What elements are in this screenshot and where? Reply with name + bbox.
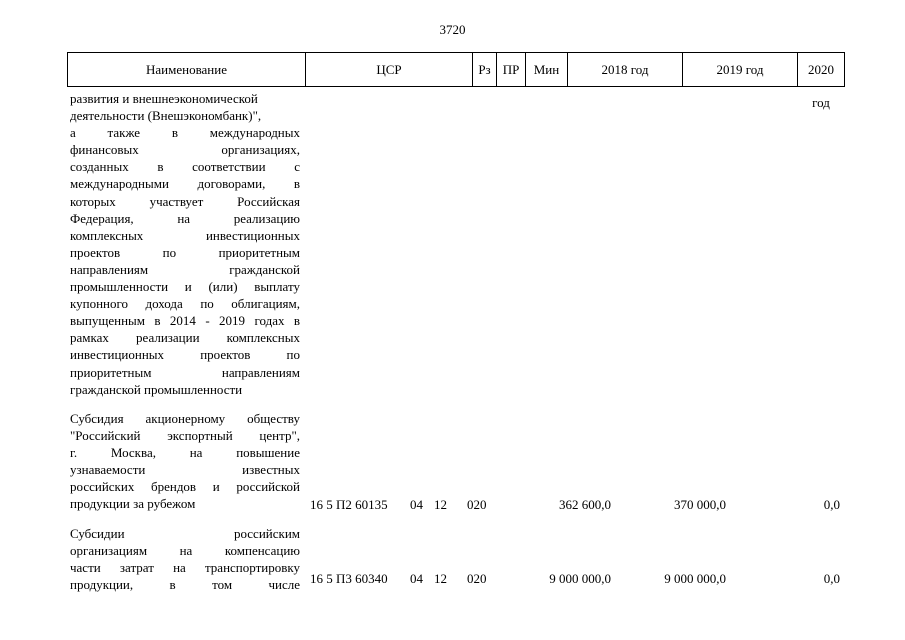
row-rz: 04 xyxy=(410,571,423,586)
row-min: 020 xyxy=(467,571,487,586)
text-line: комплексных инвестиционных xyxy=(70,227,300,243)
text-line: инвестиционных проектов по xyxy=(70,347,300,363)
header-min: Мин xyxy=(526,53,568,86)
text-line: финансовых организациях, xyxy=(70,142,300,158)
row-min: 020 xyxy=(467,497,487,512)
text-line: проектов по приоритетным xyxy=(70,244,300,260)
text-line: части затрат на транспортировку xyxy=(70,560,300,576)
text-line: узнаваемости известных xyxy=(70,462,300,478)
row-pr: 12 xyxy=(434,571,447,586)
text-line: созданных в соответствии с xyxy=(70,159,300,175)
header-rz: Рз xyxy=(473,53,497,86)
header-pr: ПР xyxy=(497,53,526,86)
header-2018: 2018 год xyxy=(568,53,683,86)
text-line: рамках реализации комплексных xyxy=(70,330,300,346)
text-line: развития и внешнеэкономической xyxy=(70,91,258,106)
text-line: российских брендов и российской xyxy=(70,479,300,495)
text-line: которых участвует Российская xyxy=(70,193,300,209)
row-value-2018: 9 000 000,0 xyxy=(549,571,611,586)
text-line: г. Москва, на повышение xyxy=(70,445,300,461)
row-csr: 16 5 П3 60340 xyxy=(310,571,388,586)
text-line: деятельности (Внешэкономбанк)", xyxy=(70,108,262,124)
header-2020: 2020 год xyxy=(808,62,834,110)
row-pr: 12 xyxy=(434,497,447,512)
text-line: "Российский экспортный центр", xyxy=(70,428,300,444)
row-value-2020: 0,0 xyxy=(823,571,840,586)
text-line: Субсидии российским xyxy=(70,526,300,541)
text-line: а также в международных xyxy=(70,125,300,141)
row-value-2019: 9 000 000,0 xyxy=(664,571,726,586)
text-line: Субсидия акционерному обществу xyxy=(70,411,300,426)
header-name: Наименование xyxy=(68,53,306,86)
text-line: выпущенным в 2014 - 2019 годах в xyxy=(70,313,300,329)
header-csr: ЦСР xyxy=(306,53,473,86)
text-line: Федерация, на реализацию xyxy=(70,210,300,226)
text-line: организациям на компенсацию xyxy=(70,543,300,559)
text-line: направлениям гражданской xyxy=(70,261,300,277)
text-line: купонного дохода по облигациям, xyxy=(70,296,300,312)
row-value-2020: 0,0 xyxy=(823,497,840,512)
row-csr: 16 5 П2 60135 xyxy=(310,497,388,512)
text-line: гражданской промышленности xyxy=(70,381,243,397)
text-line: промышленности и (или) выплату xyxy=(70,279,300,295)
row-value-2018: 362 600,0 xyxy=(559,497,611,512)
row-rz: 04 xyxy=(410,497,423,512)
row-description xyxy=(70,525,300,593)
text-line: международными договорами, в xyxy=(70,176,300,192)
row-value-2019: 370 000,0 xyxy=(674,497,726,512)
text-line: продукции за рубежом xyxy=(70,496,196,512)
text-line: продукции, в том числе xyxy=(70,577,300,593)
row-description xyxy=(70,90,300,398)
text-line: приоритетным направлениям xyxy=(70,364,300,380)
page-number: 3720 xyxy=(439,22,466,37)
row-description xyxy=(70,410,300,513)
header-2019: 2019 год xyxy=(683,53,798,86)
